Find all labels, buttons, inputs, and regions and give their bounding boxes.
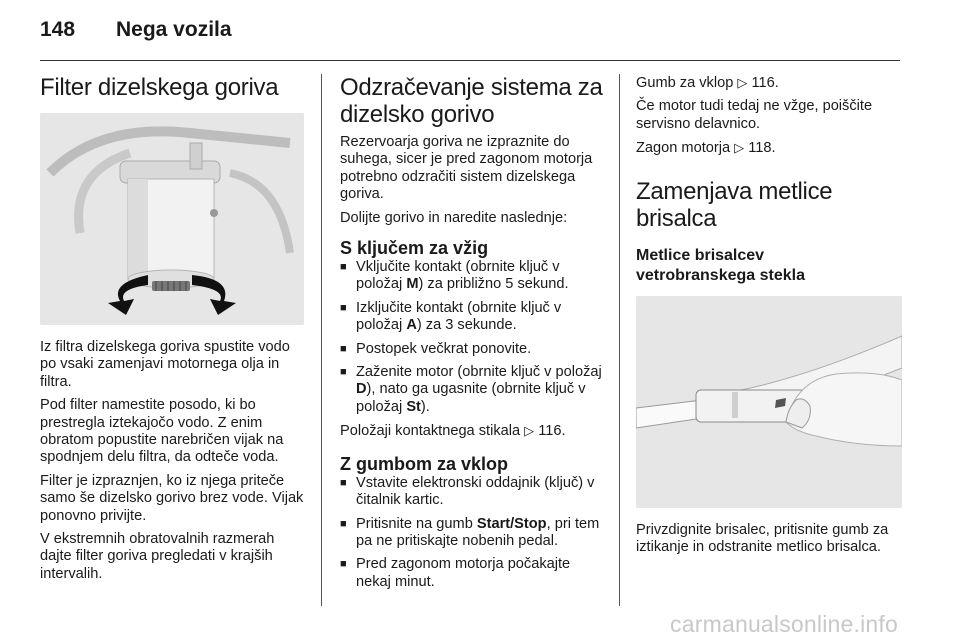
paragraph: Filter je izpraznjen, ko iz njega priteče samo še dizelsko gorivo brez vode. Vijak ponovno privijte. <box>40 472 304 524</box>
page-number: 148 <box>40 18 76 41</box>
paragraph: Rezervoarja goriva ne izpraznite do suhega, sicer je pred zagonom motorja potrebno odzračiti sistem dizelskega goriva. <box>340 134 593 203</box>
paragraph: Če motor tudi tedaj ne vžge, poiščite servisno delavnico. <box>636 98 873 132</box>
list-item: ■ Postopek večkrat ponovite. <box>340 341 604 358</box>
wiper-caption: Privzdignite brisalec, pritisnite gumb za iztikanje in odstranite metlico brisalca. <box>636 521 889 556</box>
column-divider <box>321 74 322 606</box>
wiper-subheading: Metlice brisalcev vetrobranskega stekla <box>636 246 805 284</box>
start-button-reference: Gumb za vklop ▷ 116. <box>636 75 779 91</box>
reference-arrow-icon: ▷ <box>524 423 535 439</box>
button-heading: Z gumbom za vklop <box>340 453 509 474</box>
bleeding-heading-line2: dizelsko gorivo <box>340 101 495 128</box>
column-wiper <box>636 74 902 562</box>
wiper-blade-drawing <box>636 296 902 508</box>
list-item: ■ Vključite kontakt (obrnite ključ v položaj M) za približno 5 sekund. <box>340 259 604 294</box>
list-item: ■ Vstavite elektronski oddajnik (ključ) v čitalnik kartic. <box>340 475 604 510</box>
key-steps-list <box>340 259 604 416</box>
list-item: ■ Zaženite motor (obrnite ključ v položaj D), nato ga ugasnite (obrnite ključ v položaj St). <box>340 364 604 416</box>
wiper-heading: Zamenjava metlice brisalca <box>636 177 833 232</box>
diesel-filter-heading: Filter dizelskega goriva <box>40 74 279 101</box>
engine-start-reference: Zagon motorja ▷ 118. <box>636 140 776 157</box>
bleeding-heading-line1: Odzračevanje sistema za <box>340 74 603 101</box>
paragraph: Pod filter namestite posodo, ki bo prestregla iztekajočo vodo. Z enim obratom popustite narebričen vijak na spodnjem delu filtra, da odteče voda. <box>40 397 284 466</box>
key-heading: S ključem za vžig <box>340 238 489 259</box>
wiper-blade-illustration <box>636 296 902 508</box>
column-bleeding <box>340 74 604 597</box>
reference-arrow-icon: ▷ <box>737 75 748 90</box>
bleeding-heading <box>340 74 604 128</box>
reference-arrow-icon: ▷ <box>734 140 745 156</box>
diesel-filter-drawing <box>40 113 304 325</box>
column-diesel-filter <box>40 74 304 589</box>
column-divider <box>619 74 620 606</box>
watermark: carmanualsonline.info <box>670 611 898 637</box>
section-title: Nega vozila <box>116 18 232 41</box>
list-item: ■ Pritisnite na gumb Start/Stop, pri tem pa ne pritiskajte nobenih pedal. <box>340 516 604 551</box>
diesel-filter-illustration <box>40 113 304 325</box>
page-header <box>40 18 232 48</box>
paragraph: Iz filtra dizelskega goriva spustite vodo po vsaki zamenjavi motornega olja in filtra. <box>40 339 290 390</box>
button-steps-list <box>340 475 604 591</box>
header-rule <box>40 60 900 61</box>
list-item: ■ Pred zagonom motorja počakajte nekaj minut. <box>340 556 604 591</box>
list-item: ■ Izključite kontakt (obrnite ključ v položaj A) za 3 sekunde. <box>340 300 604 335</box>
positions-reference: Položaji kontaktnega stikala ▷ 116. <box>340 423 566 440</box>
paragraph: V ekstremnih obratovalnih razmerah dajte filter goriva pregledati v krajših intervalih. <box>40 531 275 582</box>
paragraph: Dolijte gorivo in naredite naslednje: <box>340 209 568 226</box>
